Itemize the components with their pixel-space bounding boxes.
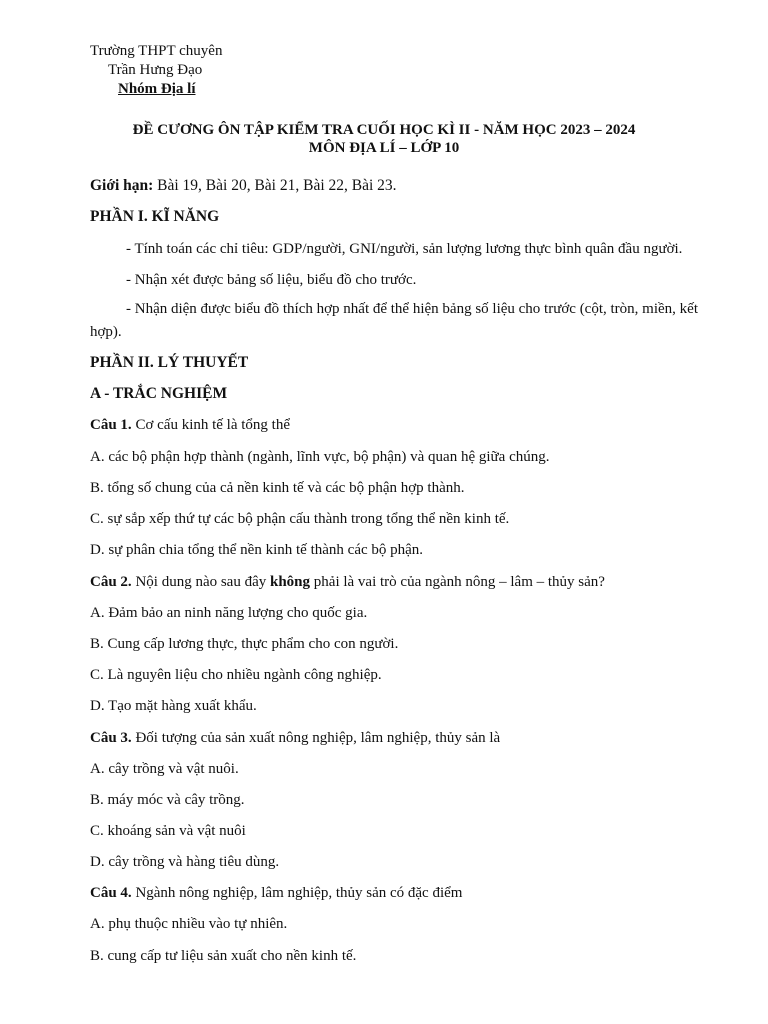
question-text: Ngành nông nghiệp, lâm nghiệp, thủy sản có đặc điểm [131, 885, 463, 901]
question-label: Câu 4. [90, 885, 132, 901]
answer-option: A. Đảm bảo an ninh năng lượng cho quốc gia. [90, 605, 368, 621]
question-label: Câu 1. [90, 417, 132, 433]
skill-item: - Nhận diện được biểu đồ thích hợp nhất để thể hiện bảng số liệu cho trước (cột, tròn, miền, kết hợp). [90, 301, 698, 340]
part2-heading: PHẦN II. LÝ THUYẾT [90, 354, 249, 371]
part1-heading: PHẦN I. KĨ NĂNG [90, 208, 220, 225]
subject-group [118, 80, 196, 98]
question-emphasis: không [270, 574, 311, 590]
multiple-choice-heading: A - TRẮC NGHIỆM [90, 385, 228, 402]
scope-text: Bài 19, Bài 20, Bài 21, Bài 22, Bài 23. [153, 177, 397, 194]
school-name-line1: Trường THPT chuyên [90, 43, 223, 59]
answer-option: C. Là nguyên liệu cho nhiều ngành công nghiệp. [90, 667, 382, 683]
document-title-line1: ĐỀ CƯƠNG ÔN TẬP KIỂM TRA CUỐI HỌC KÌ II - NĂM HỌC 2023 – 2024 [132, 122, 636, 138]
question-2 [90, 573, 605, 591]
question-1 [90, 416, 290, 434]
scope-line [90, 177, 397, 195]
question-3 [90, 729, 500, 747]
answer-option: A. phụ thuộc nhiều vào tự nhiên. [90, 916, 288, 932]
question-text: phải là vai trò của ngành nông – lâm – thủy sản? [310, 574, 605, 590]
question-4 [90, 884, 462, 902]
answer-option: C. sự sắp xếp thứ tự các bộ phận cấu thành trong tổng thể nền kinh tế. [90, 511, 510, 527]
answer-option: B. cung cấp tư liệu sản xuất cho nền kinh tế. [90, 948, 357, 964]
answer-option: D. cây trồng và hàng tiêu dùng. [90, 854, 280, 870]
question-text: Cơ cấu kinh tế là tổng thể [131, 417, 291, 433]
answer-option: C. khoáng sản và vật nuôi [90, 823, 246, 839]
answer-option: B. Cung cấp lương thực, thực phẩm cho con người. [90, 636, 399, 652]
question-label: Câu 2. [90, 574, 132, 590]
answer-option: A. các bộ phận hợp thành (ngành, lĩnh vực, bộ phận) và quan hệ giữa chúng. [90, 449, 550, 465]
school-name-line2: Trần Hưng Đạo [108, 62, 203, 78]
answer-option: B. tổng số chung của cả nền kinh tế và các bộ phận hợp thành. [90, 480, 465, 496]
skill-item: - Tính toán các chỉ tiêu: GDP/người, GNI/người, sản lượng lương thực bình quân đầu người. [126, 241, 683, 257]
document-title-line2: MÔN ĐỊA LÍ – LỚP 10 [308, 140, 460, 156]
answer-option: D. sự phân chia tổng thể nền kinh tế thành các bộ phận. [90, 542, 424, 558]
answer-option: A. cây trồng và vật nuôi. [90, 761, 239, 777]
skill-item: - Nhận xét được bảng số liệu, biểu đồ cho trước. [126, 272, 417, 288]
subject-group-label: Nhóm Địa lí [118, 81, 196, 97]
answer-option: D. Tạo mặt hàng xuất khẩu. [90, 698, 257, 714]
answer-option: B. máy móc và cây trồng. [90, 792, 245, 808]
question-label: Câu 3. [90, 730, 132, 746]
scope-label: Giới hạn: [90, 177, 154, 194]
question-text: Nội dung nào sau đây [131, 574, 270, 590]
question-text: Đối tượng của sản xuất nông nghiệp, lâm nghiệp, thủy sản là [131, 730, 501, 746]
